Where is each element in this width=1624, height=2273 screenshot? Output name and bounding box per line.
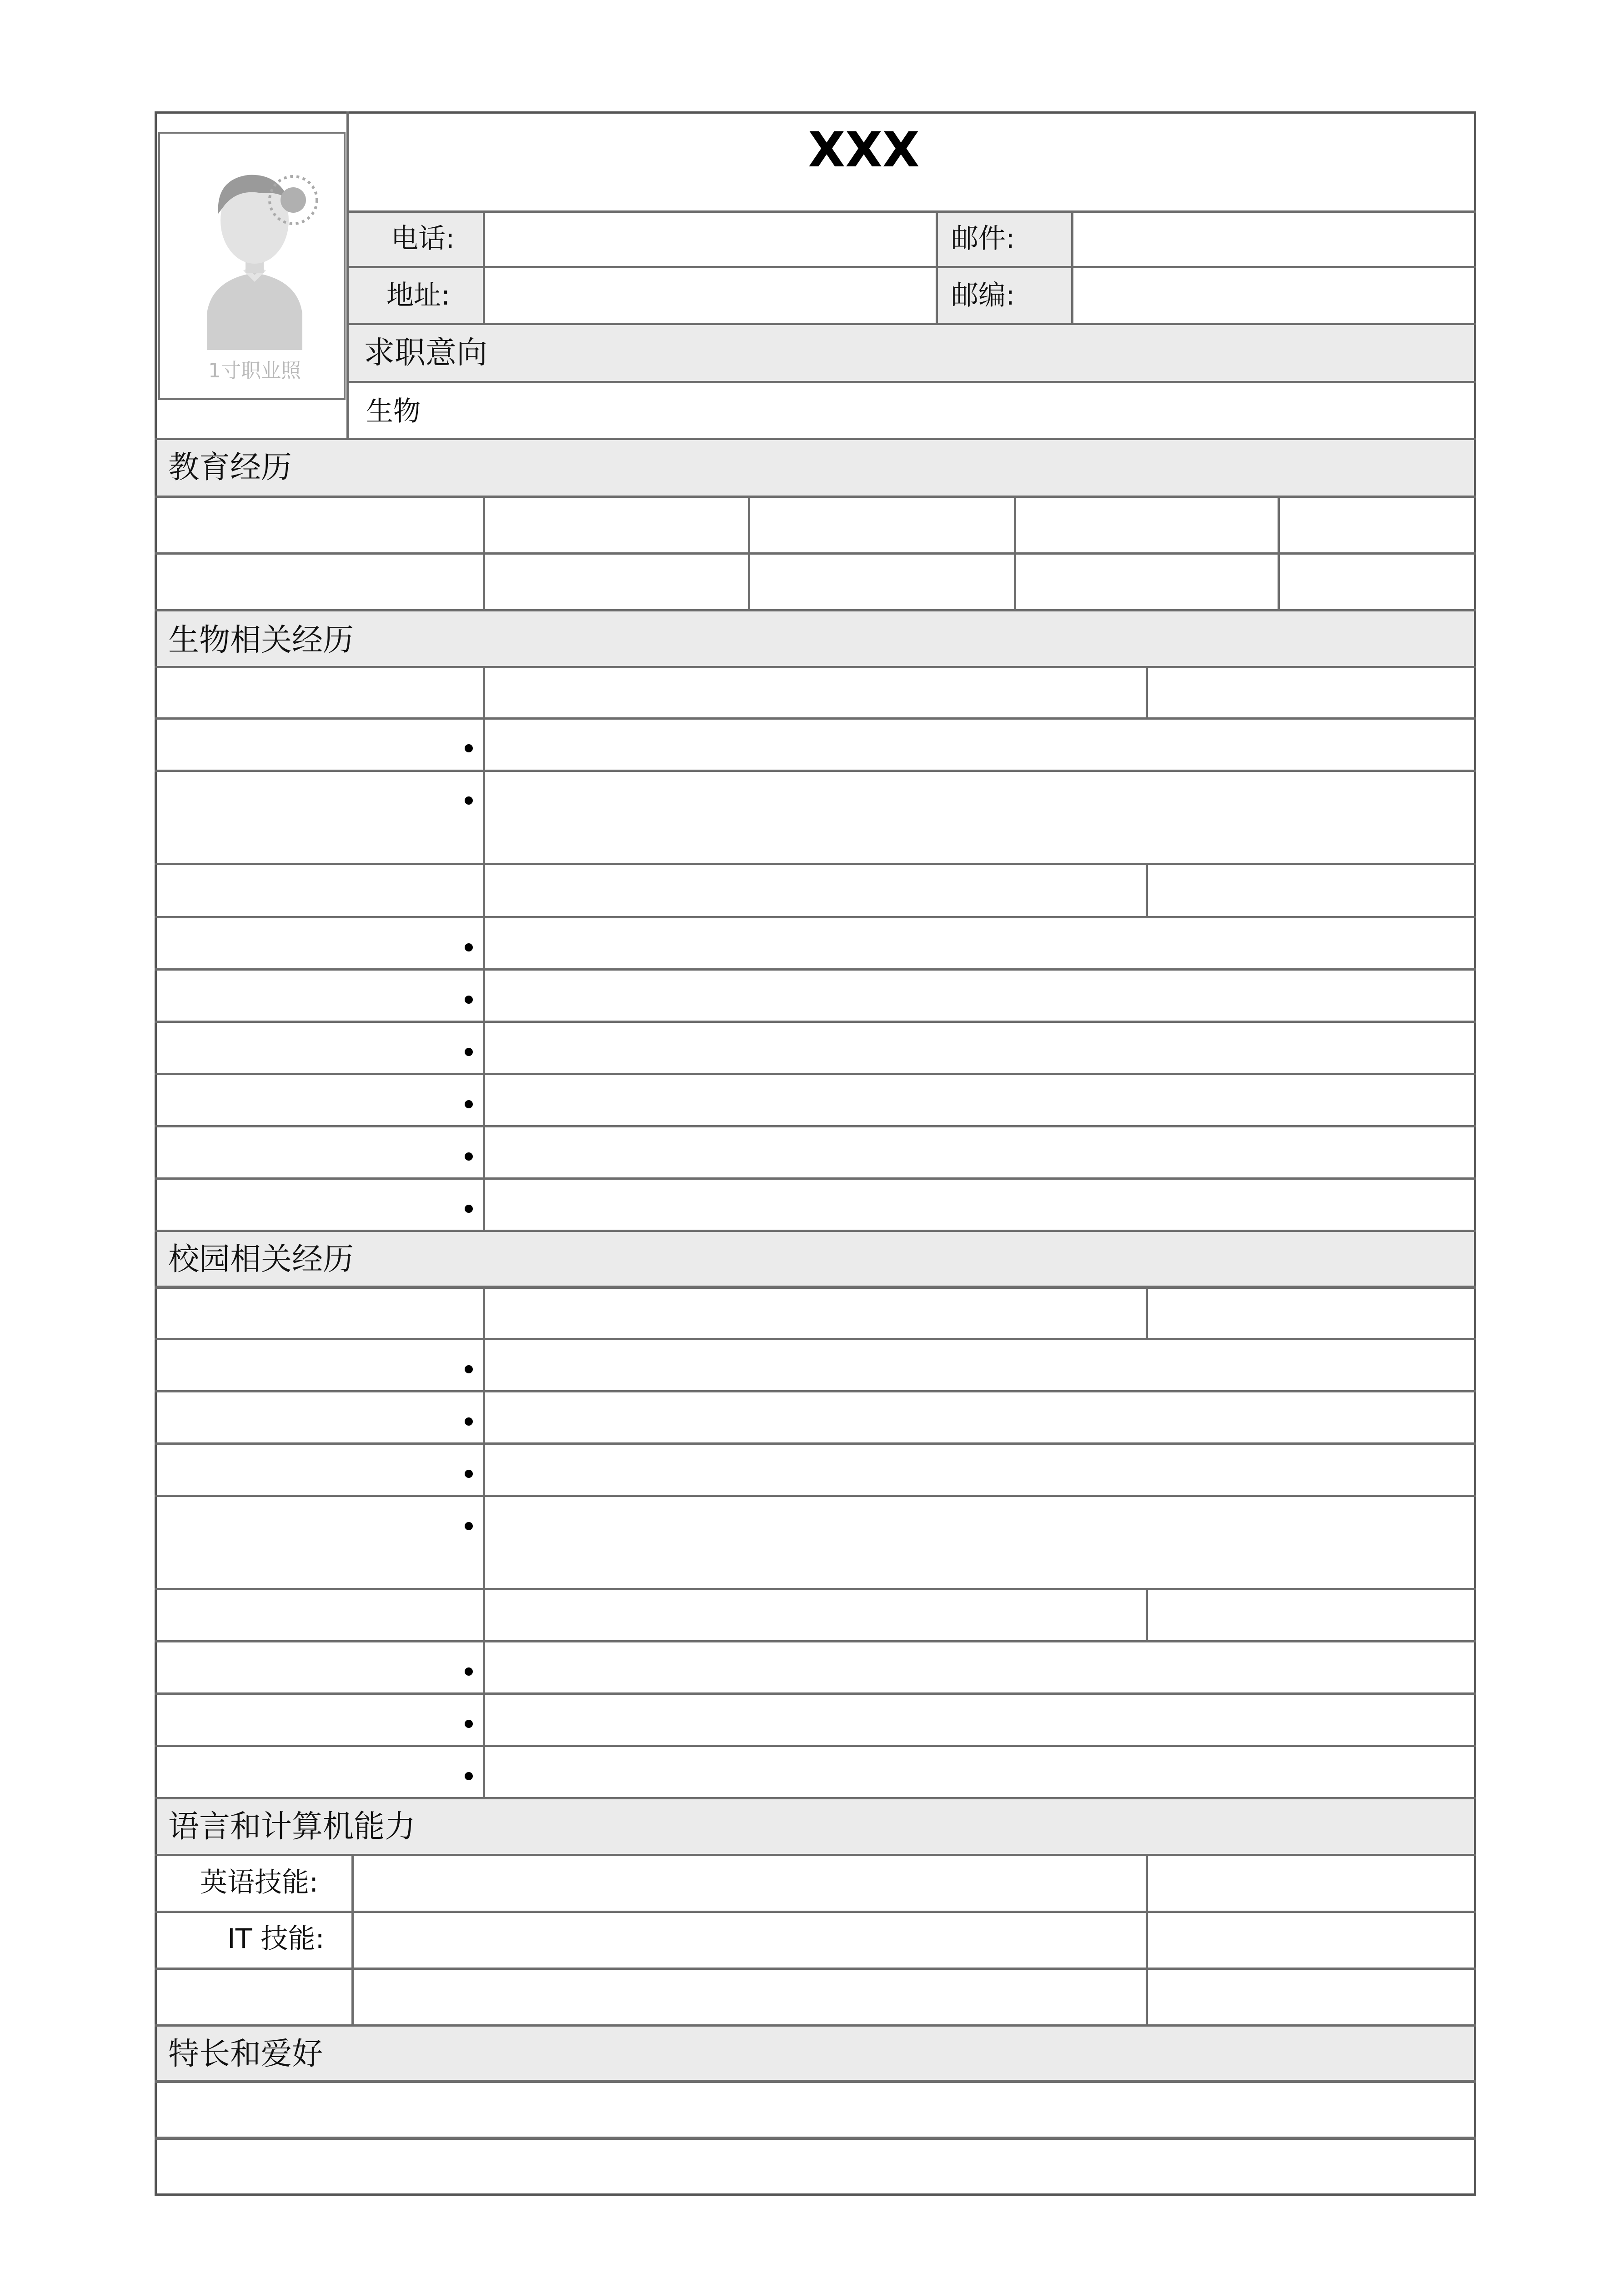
divider bbox=[936, 210, 938, 324]
bullet-icon bbox=[465, 1772, 473, 1780]
divider bbox=[483, 1286, 485, 1798]
divider bbox=[155, 1442, 1476, 1445]
hobbies-field[interactable] bbox=[157, 2083, 1474, 2135]
divider bbox=[155, 1640, 1476, 1642]
bullet-icon bbox=[465, 796, 473, 805]
divider bbox=[483, 666, 485, 1231]
hobbies-field[interactable] bbox=[157, 2140, 1474, 2193]
divider bbox=[155, 1797, 1476, 1799]
zip-field[interactable] bbox=[1073, 268, 1474, 322]
bullet-icon bbox=[465, 1667, 473, 1676]
phone-field[interactable] bbox=[485, 213, 935, 265]
language-it-title: 语言和计算机能力 bbox=[168, 1809, 416, 1845]
zip-label: 邮编: bbox=[951, 280, 1015, 311]
divider bbox=[1014, 496, 1016, 610]
divider bbox=[155, 1073, 1476, 1075]
education-title: 教育经历 bbox=[168, 450, 292, 486]
address-label: 地址: bbox=[386, 280, 451, 311]
profile-photo-placeholder bbox=[170, 141, 339, 386]
divider bbox=[155, 438, 1476, 440]
bullet-icon bbox=[465, 1470, 473, 1478]
bullet-icon bbox=[465, 1522, 473, 1530]
bullet-icon bbox=[465, 996, 473, 1004]
bullet-icon bbox=[465, 1365, 473, 1373]
divider bbox=[349, 381, 1476, 383]
campus-experience-title: 校园相关经历 bbox=[168, 1242, 354, 1277]
divider bbox=[155, 1230, 1476, 1232]
divider bbox=[155, 1125, 1476, 1127]
divider bbox=[349, 323, 1476, 325]
divider bbox=[155, 2080, 1476, 2083]
divider bbox=[155, 2137, 1476, 2140]
divider bbox=[155, 1390, 1476, 1392]
divider bbox=[155, 1338, 1476, 1340]
it-skill-label: IT 技能: bbox=[227, 1923, 325, 1955]
hobbies-title: 特长和爱好 bbox=[168, 2036, 323, 2072]
divider bbox=[155, 666, 1476, 668]
resume-table bbox=[155, 111, 1476, 2196]
bullet-icon bbox=[465, 1720, 473, 1728]
divider bbox=[155, 1745, 1476, 1747]
candidate-name: XXX bbox=[808, 122, 920, 178]
bio-experience-title: 生物相关经历 bbox=[168, 622, 354, 658]
bullet-icon bbox=[465, 1048, 473, 1056]
divider bbox=[155, 1692, 1476, 1695]
divider bbox=[1278, 496, 1280, 610]
divider bbox=[1146, 1588, 1148, 1641]
divider bbox=[155, 1495, 1476, 1497]
divider bbox=[1146, 863, 1148, 917]
divider bbox=[483, 496, 485, 610]
divider bbox=[1146, 1286, 1148, 1339]
bullet-icon bbox=[465, 1417, 473, 1426]
objective-value[interactable]: 生物 bbox=[366, 396, 421, 427]
divider bbox=[155, 1177, 1476, 1180]
email-label: 邮件: bbox=[951, 223, 1015, 255]
divider bbox=[155, 1021, 1476, 1023]
bullet-icon bbox=[465, 1205, 473, 1213]
bullet-icon bbox=[465, 943, 473, 951]
divider bbox=[155, 717, 1476, 720]
bullet-icon bbox=[465, 1100, 473, 1108]
objective-title: 求职意向 bbox=[364, 335, 488, 371]
divider bbox=[1146, 1854, 1148, 2025]
divider bbox=[155, 968, 1476, 971]
photo-caption: 1寸职业照 bbox=[208, 359, 301, 382]
divider bbox=[155, 863, 1476, 865]
bullet-icon bbox=[465, 1152, 473, 1161]
bullet-icon bbox=[465, 744, 473, 752]
phone-label: 电话: bbox=[391, 223, 455, 255]
english-skill-label: 英语技能: bbox=[200, 1867, 319, 1898]
divider bbox=[155, 1286, 1476, 1289]
divider bbox=[351, 1854, 354, 2025]
email-field[interactable] bbox=[1073, 213, 1474, 265]
divider bbox=[155, 770, 1476, 772]
divider bbox=[1146, 666, 1148, 718]
address-field[interactable] bbox=[485, 268, 935, 322]
divider bbox=[748, 496, 750, 610]
divider bbox=[155, 1588, 1476, 1590]
divider bbox=[155, 916, 1476, 918]
